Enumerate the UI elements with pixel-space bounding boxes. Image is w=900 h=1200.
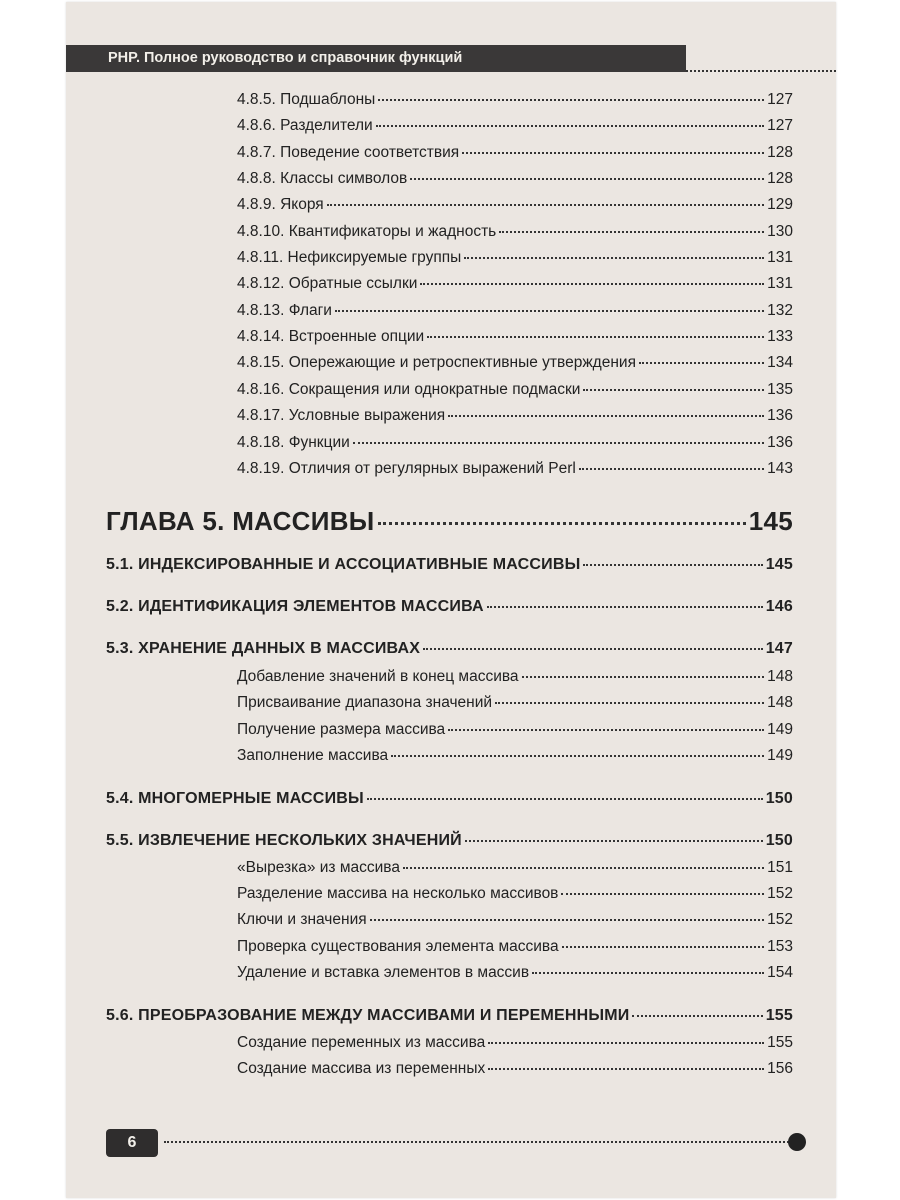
page-number: 6 <box>127 1134 137 1151</box>
leader-dots <box>464 257 764 259</box>
toc-entry[interactable] <box>237 91 793 109</box>
toc-entry[interactable] <box>237 354 793 372</box>
toc-entry-title: 4.8.15. Опережающие и ретроспективные утверждения <box>237 354 636 371</box>
leader-dots <box>488 1042 764 1044</box>
toc-section-title: 5.4. МНОГОМЕРНЫЕ МАССИВЫ <box>106 790 364 807</box>
toc-entry[interactable] <box>237 196 793 214</box>
toc-entry-page: 128 <box>767 170 793 187</box>
toc-entry[interactable] <box>237 859 793 877</box>
toc-section-page: 150 <box>765 832 793 849</box>
running-header-title: PHP. Полное руководство и справочник функций <box>108 50 463 66</box>
toc-entry[interactable] <box>237 885 793 903</box>
toc-section-title: 5.1. ИНДЕКСИРОВАННЫЕ И АССОЦИАТИВНЫЕ МАССИВЫ <box>106 556 581 573</box>
leader-dots <box>427 336 764 338</box>
toc-entry-title: Присваивание диапазона значений <box>237 694 493 711</box>
toc-entry-page: 136 <box>767 407 793 424</box>
toc-chapter-page: 145 <box>748 506 793 536</box>
toc-entry[interactable] <box>237 407 793 425</box>
leader-dots <box>583 389 764 391</box>
toc-entry-page: 149 <box>767 747 793 764</box>
toc-entry-title: Создание переменных из массива <box>237 1034 486 1051</box>
toc-entry[interactable] <box>237 117 793 135</box>
toc-entry-page: 155 <box>767 1034 793 1051</box>
leader-dots <box>562 946 765 948</box>
toc-entry-title: 4.8.11. Нефиксируемые группы <box>237 249 462 266</box>
toc-entry[interactable] <box>237 328 793 346</box>
toc-section-title: 5.5. ИЗВЛЕЧЕНИЕ НЕСКОЛЬКИХ ЗНАЧЕНИЙ <box>106 832 462 849</box>
leader-dots <box>370 919 765 921</box>
leader-dots <box>495 702 764 704</box>
toc-entry-page: 134 <box>767 354 793 371</box>
toc-entry-title: 4.8.10. Квантификаторы и жадность <box>237 223 497 240</box>
leader-dots <box>378 99 764 101</box>
footer-bullet-icon <box>788 1133 806 1151</box>
toc-entry-title: Создание массива из переменных <box>237 1060 486 1077</box>
leader-dots <box>583 564 762 566</box>
toc-entry-title: 4.8.14. Встроенные опции <box>237 328 425 345</box>
toc-section-page: 147 <box>765 640 793 657</box>
toc-entry-page: 127 <box>767 91 793 108</box>
leader-dots <box>367 798 763 800</box>
toc-entry-page: 151 <box>767 859 793 876</box>
leader-dots <box>410 178 764 180</box>
toc-entry-page: 130 <box>767 223 793 240</box>
toc-entry[interactable] <box>237 694 793 712</box>
toc-entry[interactable] <box>237 1060 793 1078</box>
toc-entry-title: Заполнение массива <box>237 747 389 764</box>
toc-section-page: 155 <box>765 1007 793 1024</box>
leader-dots <box>423 648 763 650</box>
leader-dots <box>420 283 764 285</box>
toc-entry-page: 156 <box>767 1060 793 1077</box>
toc-entry[interactable] <box>237 144 793 162</box>
running-header <box>66 45 686 72</box>
toc-entry-title: Получение размера массива <box>237 721 446 738</box>
leader-dots <box>632 1015 762 1017</box>
leader-dots <box>448 415 764 417</box>
toc-entry-page: 149 <box>767 721 793 738</box>
toc-entry-page: 143 <box>767 460 793 477</box>
toc-entry-page: 131 <box>767 249 793 266</box>
toc-section-page: 150 <box>765 790 793 807</box>
footer-dotted-rule <box>164 1141 792 1143</box>
toc-entry[interactable] <box>237 302 793 320</box>
toc-entry[interactable] <box>237 964 793 982</box>
leader-dots <box>448 729 764 731</box>
leader-dots <box>403 867 764 869</box>
toc-entry-page: 133 <box>767 328 793 345</box>
toc-entry-title: 4.8.12. Обратные ссылки <box>237 275 418 292</box>
leader-dots <box>639 362 764 364</box>
toc-entry[interactable] <box>237 223 793 241</box>
leader-dots <box>579 468 764 470</box>
toc-section[interactable] <box>106 640 793 658</box>
toc-entry[interactable] <box>237 721 793 739</box>
toc-entry-title: Удаление и вставка элементов в массив <box>237 964 530 981</box>
header-dotted-rule <box>686 70 836 72</box>
toc-entry[interactable] <box>237 911 793 929</box>
toc-entry-page: 152 <box>767 911 793 928</box>
leader-dots <box>376 125 764 127</box>
toc-entry-page: 131 <box>767 275 793 292</box>
toc-section[interactable] <box>106 832 793 850</box>
toc-entry-page: 127 <box>767 117 793 134</box>
toc-entry-title: 4.8.7. Поведение соответствия <box>237 144 460 161</box>
toc-section[interactable] <box>106 790 793 808</box>
toc-section[interactable] <box>106 1007 793 1025</box>
toc-entry[interactable] <box>237 938 793 956</box>
toc-section-page: 146 <box>765 598 793 615</box>
leader-dots <box>488 1068 764 1070</box>
toc-entry-page: 148 <box>767 694 793 711</box>
toc-entry-title: 4.8.13. Флаги <box>237 302 332 319</box>
toc-entry-title: 4.8.16. Сокращения или однократные подмаски <box>237 381 581 398</box>
leader-dots <box>335 310 764 312</box>
toc-entry-page: 148 <box>767 668 793 685</box>
leader-dots <box>327 204 764 206</box>
leader-dots <box>378 522 746 525</box>
toc-section-title: 5.6. ПРЕОБРАЗОВАНИЕ МЕЖДУ МАССИВАМИ И ПЕРЕМЕННЫМИ <box>106 1007 630 1024</box>
toc-entry-page: 153 <box>767 938 793 955</box>
leader-dots <box>499 231 764 233</box>
toc-entry-page: 135 <box>767 381 793 398</box>
leader-dots <box>465 840 763 842</box>
leader-dots <box>462 152 764 154</box>
toc-entry-page: 152 <box>767 885 793 902</box>
toc-entry-title: Добавление значений в конец массива <box>237 668 519 685</box>
toc-entry[interactable] <box>237 747 793 765</box>
leader-dots <box>353 442 764 444</box>
toc-entry-title: 4.8.17. Условные выражения <box>237 407 446 424</box>
toc-chapter-title: ГЛАВА 5. МАССИВЫ <box>106 506 375 536</box>
toc-entry-title: 4.8.18. Функции <box>237 434 350 451</box>
toc-entry-title: 4.8.5. Подшаблоны <box>237 91 376 108</box>
toc-entry[interactable] <box>237 460 793 478</box>
toc-section-page: 145 <box>765 556 793 573</box>
toc-entry-title: Ключи и значения <box>237 911 367 928</box>
toc-entry-page: 129 <box>767 196 793 213</box>
leader-dots <box>532 972 764 974</box>
toc-entry-title: 4.8.19. Отличия от регулярных выражений Perl <box>237 460 576 477</box>
toc-section-title: 5.2. ИДЕНТИФИКАЦИЯ ЭЛЕМЕНТОВ МАССИВА <box>106 598 484 615</box>
toc-entry-page: 132 <box>767 302 793 319</box>
toc-entry[interactable] <box>237 170 793 188</box>
leader-dots <box>487 606 763 608</box>
toc-entry-page: 154 <box>767 964 793 981</box>
toc-entry[interactable] <box>237 249 793 267</box>
toc-section-title: 5.3. ХРАНЕНИЕ ДАННЫХ В МАССИВАХ <box>106 640 421 657</box>
toc-entry[interactable] <box>237 1034 793 1052</box>
toc-entry-title: 4.8.6. Разделители <box>237 117 373 134</box>
toc-entry-page: 136 <box>767 434 793 451</box>
toc-entry-page: 128 <box>767 144 793 161</box>
toc-section[interactable] <box>106 598 793 616</box>
leader-dots <box>391 755 764 757</box>
toc-entry-title: Разделение массива на несколько массивов <box>237 885 559 902</box>
toc-entry[interactable] <box>237 668 793 686</box>
toc-entry[interactable] <box>237 275 793 293</box>
toc-entry[interactable] <box>237 381 793 399</box>
toc-entry-title: «Вырезка» из массива <box>237 859 400 876</box>
toc-entry-title: 4.8.9. Якоря <box>237 196 324 213</box>
leader-dots <box>522 676 765 678</box>
toc-chapter[interactable] <box>106 506 793 537</box>
toc-section[interactable] <box>106 556 793 574</box>
leader-dots <box>561 893 764 895</box>
toc-entry[interactable] <box>237 434 793 452</box>
toc-entry-title: 4.8.8. Классы символов <box>237 170 408 187</box>
toc-entry-title: Проверка существования элемента массива <box>237 938 559 955</box>
page-number-badge <box>106 1129 158 1157</box>
